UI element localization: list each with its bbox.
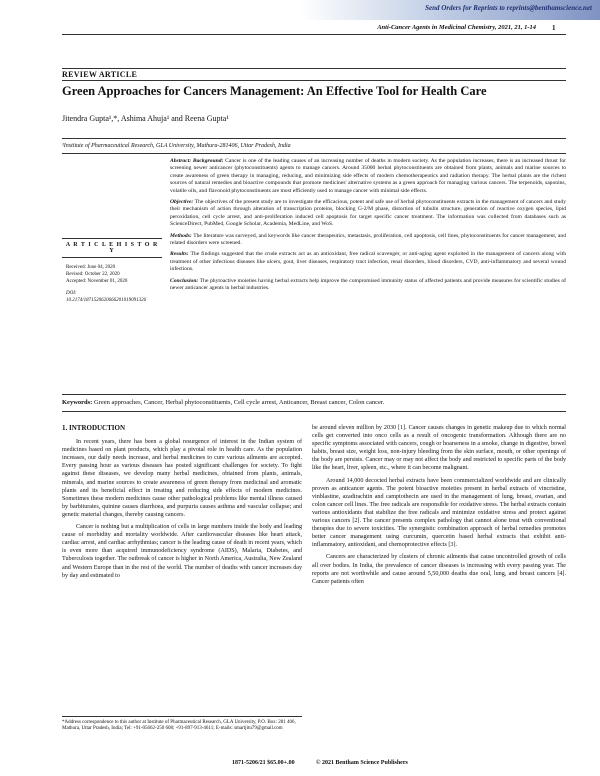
- copyright: © 2021 Bentham Science Publishers: [316, 760, 408, 766]
- keywords-rule-bottom: [62, 411, 566, 412]
- methods-text: The literature was surveyed, and keywords like cancer therapeutics, metastasis, proliferation, cell apoptosis, cell lines, phytoconstituents for cancer management, and related disorders were screened.: [170, 232, 566, 247]
- article-history-title: A R T I C L E H I S T O R Y: [62, 238, 162, 258]
- revised-date: Revised: October 22, 2020: [66, 272, 120, 277]
- left-column: [62, 424, 302, 584]
- article-history: [62, 238, 162, 304]
- journal-citation: Anti-Cancer Agents in Medicinal Chemistry, 2021, 21, 1-14: [377, 24, 536, 31]
- intro-paragraph-1: In recent years, there has been a global resurgence of interest in the Indian system of medicines based on plant products, which play a pivotal role in health care. As the population increases, our daily needs increase, and herbal medicines to cure various ailments are accepted. Every passing hour as various diseases has posted significant challenges for society. To fight against these diseases, we develop many herbal medicines, obtained from plants, animals, minerals, and marine sources to create awareness of green therapy from medicinal and aromatic plants and its beneficial effect in treating and reducing side effects of modern medicines. Sometimes these modern medicines cause other pathological problems like mental illness caused by barbiturates, quinine causes diarrhoea, and purpuria causes asthma and vascular collapse; and genetic material changes, thereby causing cancers.: [62, 439, 302, 518]
- accepted-date: Accepted: November 01, 2020: [66, 279, 128, 284]
- reprint-notice: Send Orders for Reprints to reprints@benthamscience.net: [425, 4, 592, 12]
- right-paragraph-3: Cancers are characterized by clusters of chronic ailments that cause uncontrolled growth of cells all over bodies. In India, the prevalence of cancer diseases is increasing with every passing year. The reports are not worthwhile and cause around 5,50,000 deaths due oral, lung, and breast cancers [4]. Cancer patients often: [312, 554, 566, 585]
- keywords-rule-top: [62, 394, 566, 395]
- page-number: 1: [552, 24, 556, 32]
- results-label: Results:: [170, 251, 189, 258]
- keywords: [62, 399, 566, 406]
- conclusion-text: The phytoactive moieties having herbal extracts help improve the compromised immunity status of affected patients and provide measures for scientific studies of newer anticancer agents in herbal industries.: [170, 277, 566, 292]
- abstract-objective: [170, 199, 566, 229]
- right-column: [312, 424, 566, 590]
- objective-label: Objective:: [170, 199, 194, 206]
- article-type: REVIEW ARTICLE: [62, 70, 138, 79]
- abstract-background: [170, 158, 566, 195]
- results-text: The findings suggested that the crude extracts act as an antioxidant, free radical scavenger, or anti-aging agent exploited in the management of cancers along with treatment of other infectious diseases like ulcers, gout, liver diseases, respiratory tract infection, renal disorders, blood disorders, CVD, anti-inflammatory and several wound infections.: [170, 251, 566, 273]
- right-paragraph-2: Around 14,000 decocted herbal extracts have been commercialized worldwide and are clinically proven as anticancer agents. The potent bioactive moieties present in herbal extracts of vincristine, vinblastine, azadirachtin and camptothecin are used in the management of lung, breast, ovarian, and colon cancer cell lines. The free radicals are responsible for oxidative stress. The herbal extracts contain various antioxidants that stabilize the free radicals and minimize oxidative stress and protect against various cancers [2]. The cancer presents complex pathology that cannot alone treat with conventional therapies due to severe toxicities. The synergistic combination approach of herbal remedies promotes better cancer management using curcumin, quercetin based herbal extracts that exhibit anti-inflammatory, antioxidant, and chemoprotective effects [3].: [312, 477, 566, 549]
- article-title: Green Approaches for Cancers Management: An Effective Tool for Health Care: [62, 84, 487, 98]
- background-label: Abstract: Background:: [170, 158, 224, 164]
- article-type-rule-bottom: [62, 80, 566, 81]
- abstract-methods: [170, 233, 566, 248]
- abstract-rule: [62, 153, 566, 154]
- affiliation-rule: [62, 138, 566, 139]
- abstract-conclusion: [170, 278, 566, 293]
- issn-price: 1871-5206/21 $65.00+.00: [232, 760, 295, 766]
- article-affiliation: ¹Institute of Pharmaceutical Research, GLA University, Mathura-281406, Uttar Pradesh, India: [62, 143, 291, 149]
- objective-text: The objectives of the present study are to investigate the efficacious, potent and safe use of herbal phytoconstituents extracts in the management of cancers and study their mechanism of action through alteration of transcription proteins, blocking G-2/M phase, distortion of tubulin structure, generation of reactive oxygen species, lipid peroxidation, cell cycle arrest, and anti-proliferation induced cell apoptosis for target specific cancer treatment. The information was collected from databases such as ScienceDirect, PubMed, Google Scholar, Academia, MedLine, and WoS.: [170, 199, 566, 228]
- abstract: [170, 158, 566, 297]
- doi-label: DOI:: [66, 291, 77, 296]
- article-authors: Jitendra Gupta¹,*, Ashima Ahuja¹ and Reena Gupta¹: [62, 114, 229, 123]
- keywords-label: Keywords:: [62, 399, 93, 406]
- header-rule: [62, 34, 566, 35]
- doi-value: 10.2174/1871520620666201019091326: [66, 298, 147, 303]
- correspondence-footnote: *Address correspondence to this author at Institute of Pharmaceutical Research, GLA University, P.O. Box: 281 406, Mathura, Uttar Pradesh, India; Tel: +91-05662-250 608; +91-897-913-4611; E-mails: smartjitu79@gmail.com: [62, 716, 302, 733]
- conclusion-label: Conclusion:: [170, 277, 199, 284]
- keywords-text: Green approaches, Cancer, Herbal phytoconstituents, Cell cycle arrest, Anticancer, Breast cancer, Colon cancer.: [92, 399, 385, 406]
- background-text: Cancer is one of the leading causes of an increasing number of deaths in modern society. As the population increases, there is an increased thrust for screening newer anticancer (phytoconstituents) agents to manage cancers. Around 35000 herbal phytoconstituents are obtained from plants, animals and marine sources to create awareness of green therapy in managing, reducing, and minimizing side effects of modern chemotherapeutics and radiation therapy. The herbal plants are the richest sources of natural remedies and bioactive compounds that promote medicines' alternative systems as a green approach for managing various cancers. The terpenoids, saponins, volatile oils, and flavonoid phytoconstituents are most efficiently used to manage cancer with minimal side effects.: [170, 158, 566, 194]
- article-type-rule: [62, 68, 566, 69]
- intro-paragraph-2: Cancer is nothing but a multiplication of cells in large numbers inside the body and leading cause of morbidity and mortality worldwide. After cardiovascular diseases like heart attack, cardiac arrest, and cardiac arrhythmias; cancer is the leading cause of death in recent years, which is even more than acquired immunodeficiency syndrome (AIDS), Malaria, Diabetes, and Tuberculosis together. The outbreak of cancer is higher in North America, Australia, New Zealand and Western Europe than in the rest of the world. The number of deaths with cancer increases day by day and estimated to: [62, 524, 302, 579]
- right-paragraph-1: be around eleven million by 2030 [1]. Cancer causes changes in genetic makeup due to which normal cells get converted into onco cells as a result of oncogenic transformation. Although there are no specific symptoms associated with cancers, cough or hoarseness in a smoke, change in digestive, bowel habits, breast size, weight loss, non-injury bleeding from the skin surface, mouth, or other openings of the body are persists. Cancer may or may not affect the body and restricted to specific parts of the body like the heart, liver, spleen, etc., where it can become malignant.: [312, 425, 566, 472]
- received-date: Received: June 04, 2020: [66, 265, 116, 270]
- section-heading-introduction: 1. INTRODUCTION: [62, 424, 126, 432]
- abstract-results: [170, 251, 566, 273]
- methods-label: Methods:: [170, 232, 192, 239]
